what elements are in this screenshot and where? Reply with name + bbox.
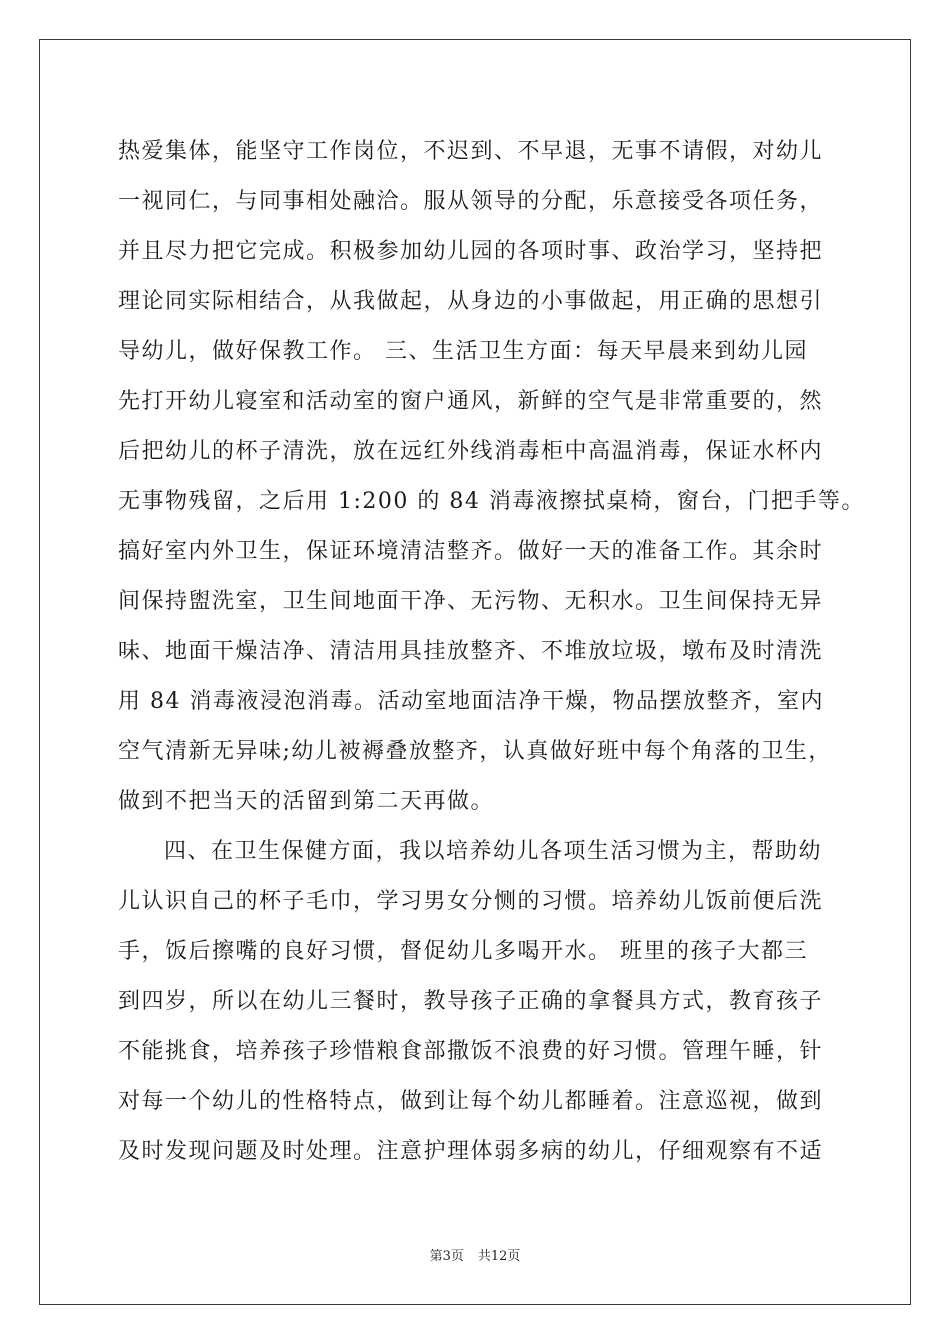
text-line: 并且尽力把它完成。积极参加幼儿园的各项时事、政治学习，坚持把 [118, 239, 824, 264]
text-line: 对每一个幼儿的性格特点，做到让每个幼儿都睡着。注意巡视，做到 [118, 1089, 824, 1114]
page-footer [0, 1248, 950, 1266]
text-line: 味、地面干燥洁净、清洁用具挂放整齐、不堆放垃圾，墩布及时清洗 [118, 639, 824, 664]
text-line: 后把幼儿的杯子清洗，放在远红外线消毒柜中高温消毒，保证水杯内 [118, 439, 824, 464]
text-line: 空气清新无异味;幼儿被褥叠放整齐，认真做好班中每个角落的卫生， [118, 739, 832, 764]
text-line: 到四岁，所以在幼儿三餐时，教导孩子正确的拿餐具方式，教育孩子 [118, 989, 824, 1014]
text-line: 先打开幼儿寝室和活动室的窗户通风，新鲜的空气是非常重要的，然 [118, 389, 824, 414]
text-line: 做到不把当天的活留到第二天再做。 [118, 789, 495, 814]
text-line: 搞好室内外卫生，保证环境清洁整齐。做好一天的准备工作。其余时 [118, 539, 824, 564]
text-line: 及时发现问题及时处理。注意护理体弱多病的幼儿，仔细观察有不适 [118, 1139, 824, 1164]
total-pages: 共12页 [477, 1249, 521, 1264]
page-number: 第3页 [429, 1249, 464, 1264]
text-line: 不能挑食，培养孩子珍惜粮食部撒饭不浪费的好习惯。管理午睡，针 [118, 1039, 824, 1064]
text-line: 导幼儿，做好保教工作。 三、生活卫生方面：每天早晨来到幼儿园 [118, 339, 808, 364]
text-line: 无事物残留，之后用 1:200 的 84 消毒液擦拭桌椅，窗台，门把手等。 [118, 489, 865, 514]
text-line: 儿认识自己的杯子毛巾，学习男女分恻的习惯。培养幼儿饭前便后洗 [118, 889, 824, 914]
text-line: 间保持盥洗室，卫生间地面干净、无污物、无积水。卫生间保持无异 [118, 589, 824, 614]
text-line: 手，饭后擦嘴的良好习惯，督促幼儿多喝开水。 班里的孩子大都三 [118, 939, 808, 964]
text-line: 热爱集体，能坚守工作岗位，不迟到、不早退，无事不请假，对幼儿 [118, 139, 824, 164]
text-line: 理论同实际相结合，从我做起，从身边的小事做起，用正确的思想引 [118, 289, 824, 314]
text-line: 用 84 消毒液浸泡消毒。活动室地面洁净干燥，物品摆放整齐，室内 [118, 689, 824, 714]
text-line: 一视同仁，与同事相处融洽。服从领导的分配，乐意接受各项任务， [118, 189, 824, 214]
text-line: 四、在卫生保健方面，我以培养幼儿各项生活习惯为主，帮助幼 [164, 839, 823, 864]
